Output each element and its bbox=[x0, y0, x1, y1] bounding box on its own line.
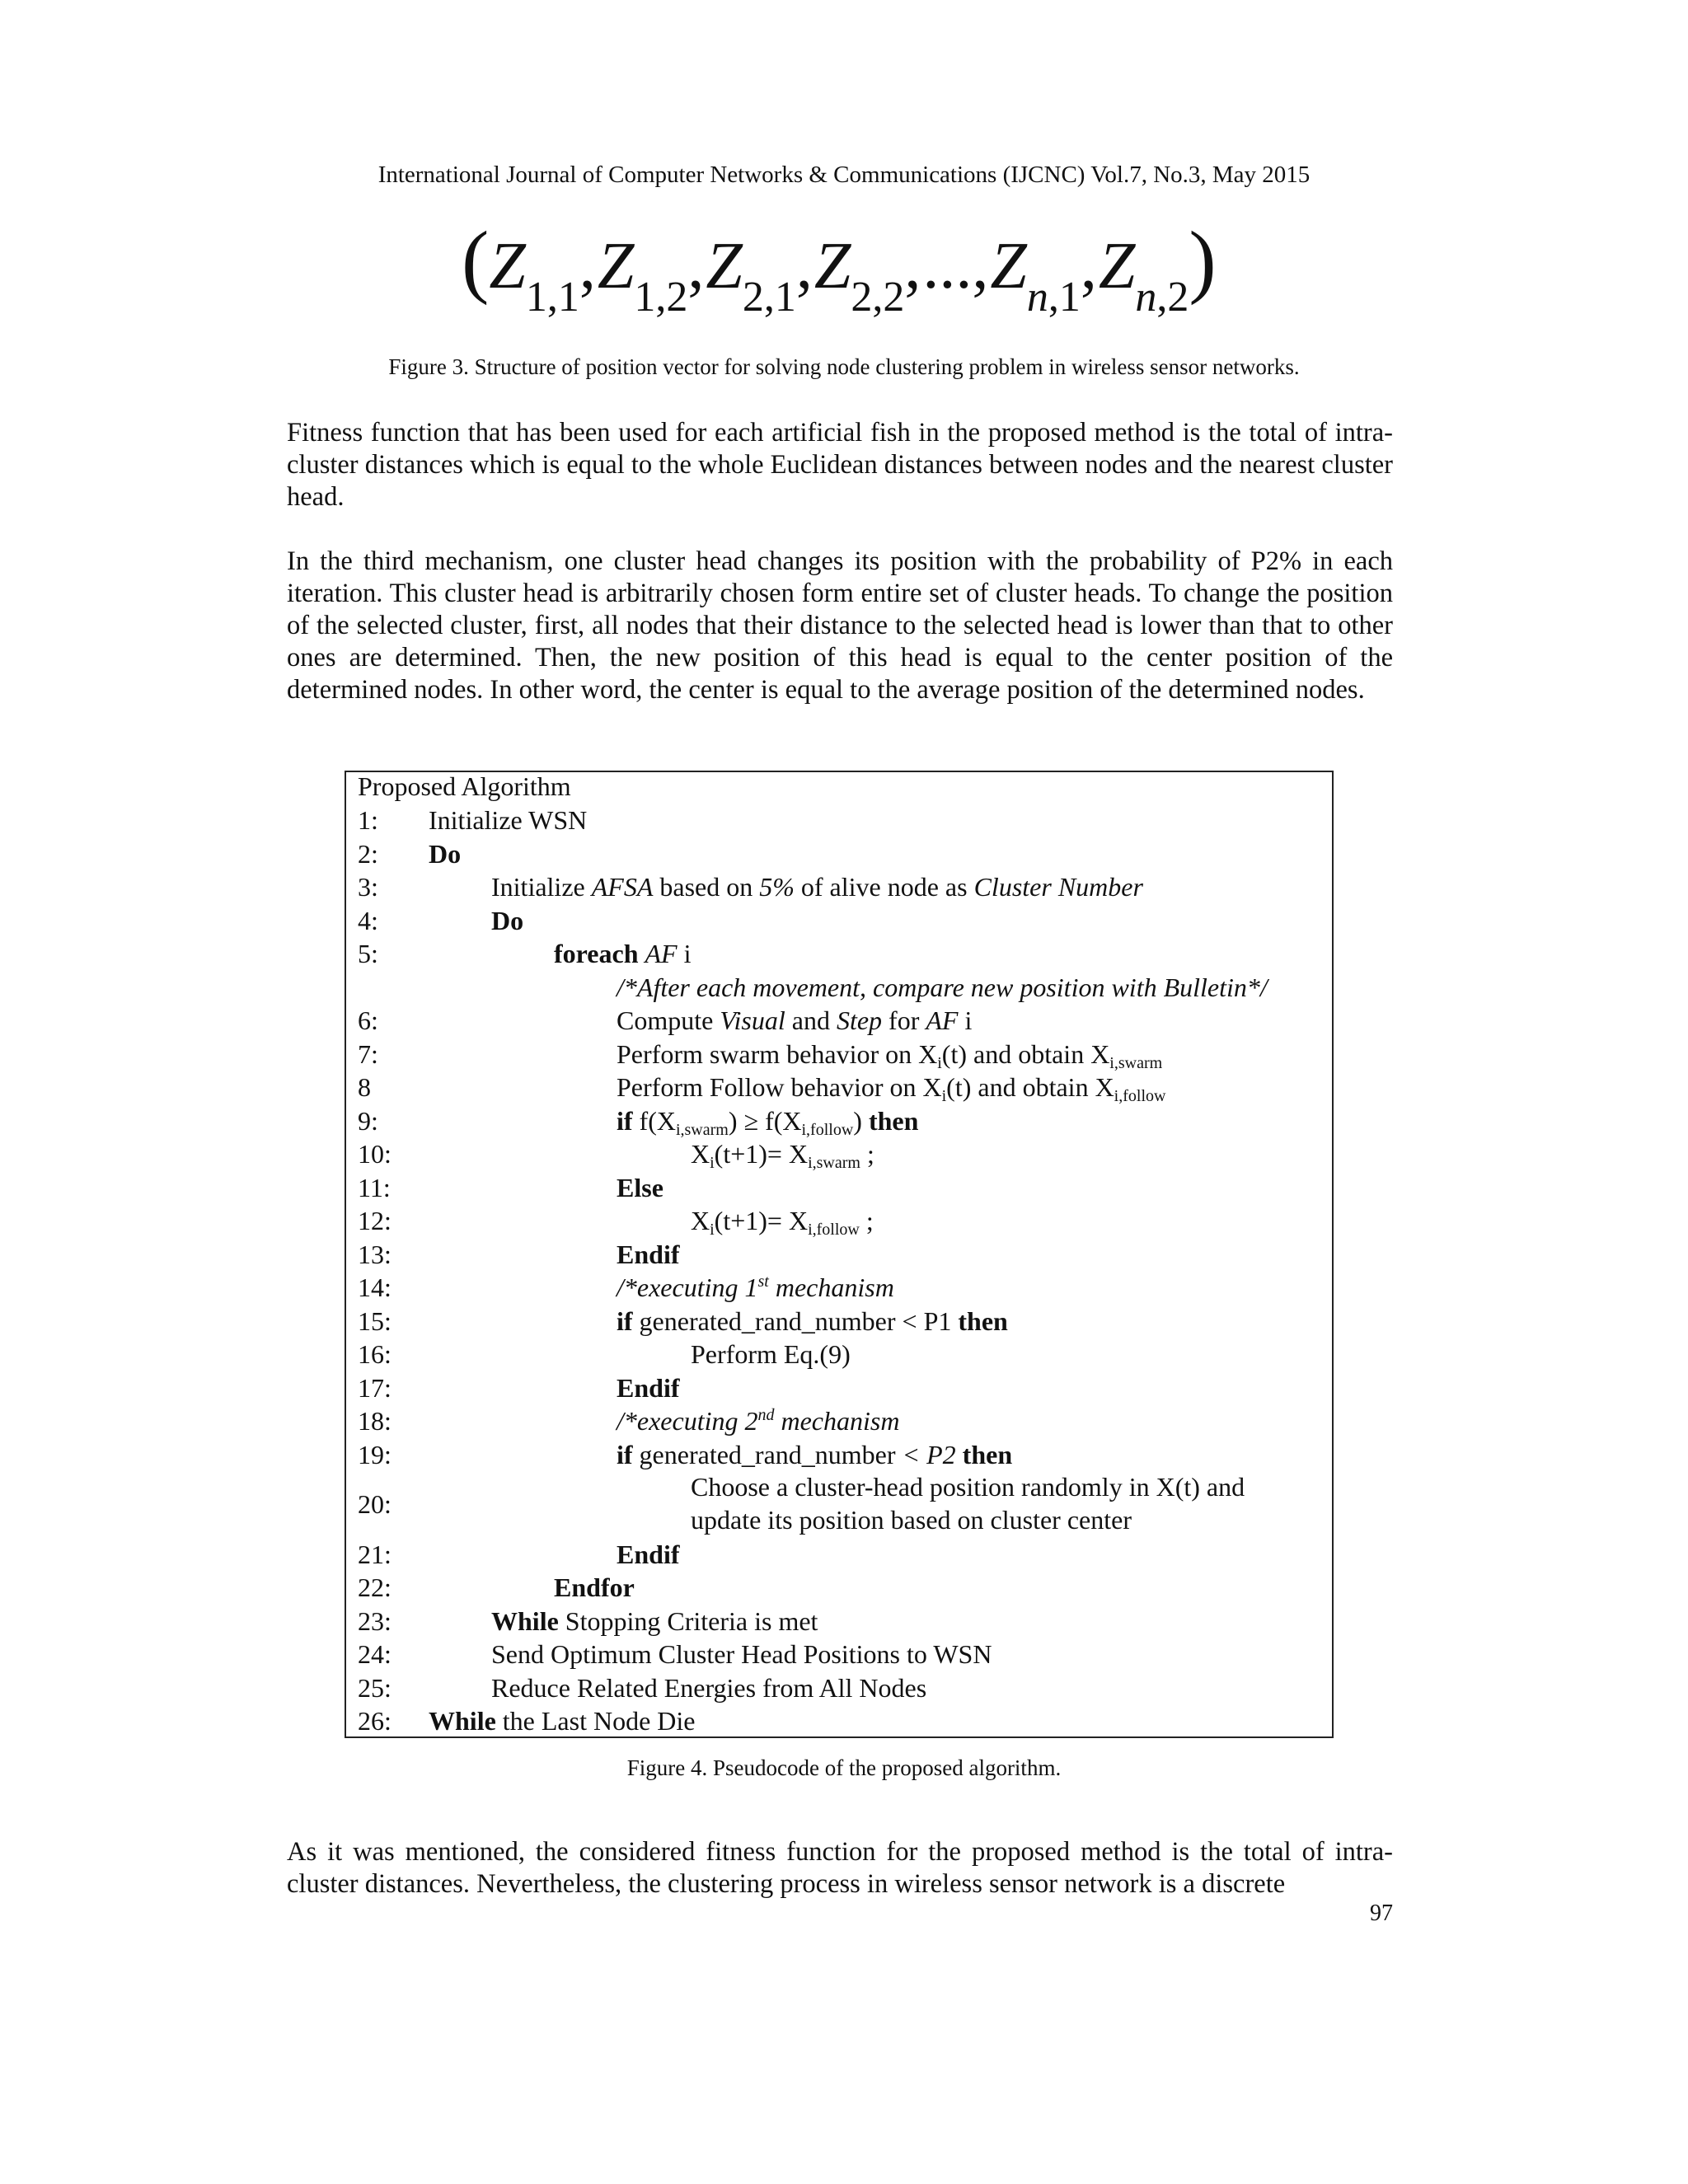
algo-line: 21: Endif bbox=[358, 1540, 680, 1569]
algo-line: 4: Do bbox=[358, 906, 524, 935]
algo-line: 16: Perform Eq.(9) bbox=[358, 1339, 851, 1369]
algo-line: 24: Send Optimum Cluster Head Positions to WSN bbox=[358, 1639, 992, 1669]
position-vector-equation: $(Z_{1,1},Z_{1,2},Z_{2,1},Z_{2,2},...,Z_{n,1},Z_{n,2})$ bbox=[462, 214, 1217, 321]
algo-line: 11: Else bbox=[358, 1173, 663, 1202]
page-number: 97 bbox=[1370, 1900, 1393, 1926]
algo-comment-line: 14: /*executing 1st mechanism bbox=[358, 1272, 894, 1302]
algo-line: 25: Reduce Related Energies from All Nodes bbox=[358, 1673, 927, 1703]
figure3-caption: Figure 3. Structure of position vector for solving node clustering problem in wireless sensor networks. bbox=[388, 354, 1300, 379]
algo-line: 15: if generated_rand_number < P1 then bbox=[358, 1306, 1008, 1336]
algo-line: 10: $X_i(t+1)= X_{i,swarm}$ ; bbox=[358, 1139, 874, 1172]
algorithm-title: Proposed Algorithm bbox=[358, 771, 571, 801]
algo-line: 1: Initialize WSN bbox=[358, 805, 588, 835]
algo-line-text-b: update its position based on cluster center bbox=[691, 1505, 1132, 1535]
algo-comment-line: 18: /*executing 2nd mechanism bbox=[358, 1406, 900, 1436]
algo-line: 7: Perform swarm behavior on $X_i(t)$ and obtain $X_{i,swarm}$ bbox=[358, 1039, 1163, 1072]
algo-line: 8 Perform Follow behavior on $X_i(t)$ and obtain $X_{i,follow}$ bbox=[358, 1072, 1166, 1105]
algo-line: 20: bbox=[358, 1489, 392, 1519]
algo-line: 23: While Stopping Criteria is met bbox=[358, 1606, 818, 1636]
algo-line: 26: While the Last Node Die bbox=[358, 1706, 696, 1736]
algo-line: 3: Initialize AFSA based on 5% of alive node as Cluster Number bbox=[358, 872, 1143, 902]
journal-header: International Journal of Computer Networks & Communications (IJCNC) Vol.7, No.3, May 2015 bbox=[377, 162, 1311, 188]
algo-line: 6: Compute Visual and Step for AF i bbox=[358, 1005, 973, 1035]
algo-line: 5: foreach AF i bbox=[358, 939, 692, 968]
algo-line: 9: if $f(X_{i,swarm}) \ge f(X_{i,follow})$ then bbox=[358, 1106, 919, 1139]
algo-line: 13: Endif bbox=[358, 1240, 680, 1269]
algo-line-text-a: Choose a cluster-head position randomly in X(t) and bbox=[691, 1472, 1245, 1502]
algo-line: 12: $X_i(t+1)= X_{i,follow}$ ; bbox=[358, 1206, 874, 1239]
paragraph-fitness-discrete: As it was mentioned, the considered fitness function for the proposed method is the total of intra-cluster distances. Nevertheless, the clustering process in wireless sensor network is a discrete bbox=[287, 1837, 1393, 1899]
algo-line: 2: Do bbox=[358, 839, 462, 869]
algo-comment-line: /*After each movement, compare new position with Bulletin*/ bbox=[617, 972, 1268, 1002]
algo-line: 22: Endfor bbox=[358, 1572, 635, 1602]
algo-line: 17: Endif bbox=[358, 1373, 680, 1403]
algo-line: 19: if generated_rand_number < P2 then bbox=[358, 1440, 1013, 1469]
paragraph-third-mechanism: In the third mechanism, one cluster head changes its position with the probability of P2% in each iteration. This cluster head is arbitrarily chosen form entire set of cluster heads. To change the position of the selected cluster, first, all nodes that their distance to the selected head is lower than that to other ones are determined. Then, the new position of this head is equal to the center position of the determined nodes. In other word, the center is equal to the average position of the determined nodes. bbox=[287, 546, 1393, 705]
figure4-caption: Figure 4. Pseudocode of the proposed algorithm. bbox=[626, 1755, 1062, 1780]
paragraph-fitness: Fitness function that has been used for each artificial fish in the proposed method is the total of intra-cluster distances which is equal to the whole Euclidean distances between nodes and the nearest cluster head. bbox=[287, 418, 1393, 512]
